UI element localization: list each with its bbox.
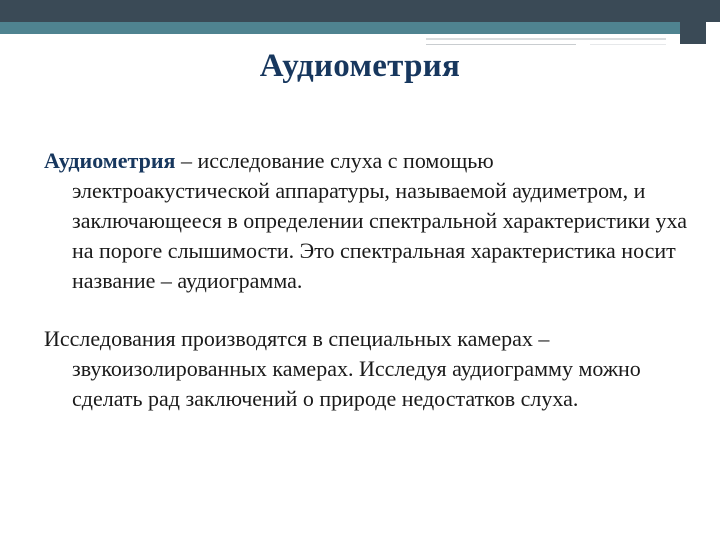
research-text: Исследования производятся в специальных камерах – звукоизолированных камерах. Исследуя аудиограмму можно сделать рад заключений о природе недостатков слуха. [44, 326, 641, 411]
paragraph-research [44, 324, 694, 414]
header-decor-line [590, 44, 666, 45]
slide-body [44, 146, 694, 442]
definition-text: – исследование слуха с помощью электроакустической аппаратуры, называемой аудиметром, и заключающееся в определении спектральной характеристики уха на пороге слышимости. Это спектральная характеристика носит название – аудиограмма. [72, 148, 688, 293]
header-bar-accent [0, 22, 690, 34]
header-decor-line [426, 44, 576, 45]
slide-title: Аудиометрия [259, 48, 461, 84]
paragraph-definition [44, 146, 694, 296]
header-corner-block [680, 0, 706, 44]
header-decor-line [426, 38, 666, 40]
term-audiometry: Аудиометрия [44, 148, 176, 173]
header-bar-dark [0, 0, 720, 22]
